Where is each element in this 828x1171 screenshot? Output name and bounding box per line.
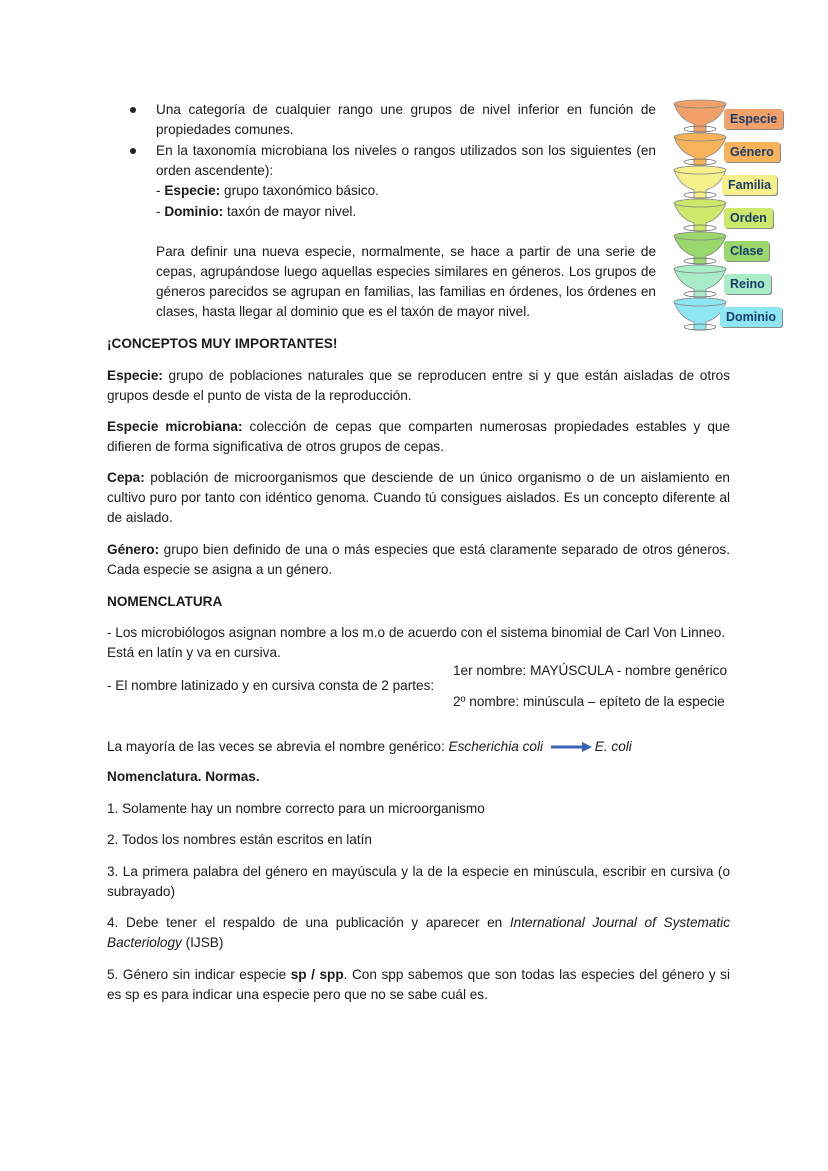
bullet-text: En la taxonomía microbiana los niveles o rangos utilizados son los siguientes (en orden ascendente):: [156, 143, 656, 178]
bullet-text: Una categoría de cualquier rango une grupos de nivel inferior en función de propiedades comunes.: [156, 102, 656, 137]
taxonomy-label-reino: Reino: [724, 274, 771, 294]
conceptos-heading: ¡CONCEPTOS MUY IMPORTANTES!: [107, 336, 338, 351]
norma-2: 2. Todos los nombres están escritos en latín: [107, 832, 372, 847]
funnel-familia: [674, 166, 726, 198]
taxonomy-label-clase: Clase: [724, 241, 769, 261]
norma-3: 3. La primera palabra del género en mayúscula y la de la especie en minúscula, escribir en cursiva (o subrayado): [107, 864, 730, 899]
sub-item-dominio: - Dominio: taxón de mayor nivel.: [156, 204, 357, 219]
funnel-dominio: [674, 298, 726, 330]
nombre-part1: 1er nombre: MAYÚSCULA - nombre genérico: [453, 663, 728, 678]
funnel-especie: [674, 100, 726, 132]
normas-heading: Nomenclatura. Normas.: [107, 769, 260, 784]
sub-item-especie: - Especie: grupo taxonómico básico.: [156, 183, 379, 198]
nomenclatura-line2: - El nombre latinizado y en cursiva consta de 2 partes:: [107, 678, 435, 693]
taxonomy-label-especie: Especie: [724, 109, 783, 129]
intro-paragraph: Para definir una nueva especie, normalmente, se hace a partir de una serie de cepas, agrupándose luego aquellas especies similares en géneros. Los grupos de géneros parecidos se agrupan en familias, las familias en órdenes, los órdenes en clases, hasta llegar al dominio que es el taxón de mayor nivel.: [156, 244, 656, 319]
norma-1: 1. Solamente hay un nombre correcto para un microorganismo: [107, 801, 485, 816]
norma-5: 5. Género sin indicar especie sp / spp. Con spp sabemos que son todas las especies del género y si es sp es para indicar una especie pero que no se sabe cuál es.: [107, 967, 731, 1002]
funnel-orden: [674, 199, 726, 231]
funnel-stack-icon: [670, 96, 730, 336]
nomenclatura-heading: NOMENCLATURA: [107, 594, 223, 609]
taxonomy-label-género: Género: [724, 142, 780, 162]
nombre-part2: 2º nombre: minúscula – epíteto de la especie: [453, 694, 725, 709]
concept-genero: Género: grupo bien definido de una o más especies que está claramente separado de otros géneros. Cada especie se asigna a un género.: [107, 542, 730, 577]
term: Dominio:: [164, 204, 224, 219]
concept-especie: Especie: grupo de poblaciones naturales que se reproducen entre si y que están aisladas de otros grupos desde el punto de vista de la reproducción.: [107, 368, 730, 403]
abbrev-line: La mayoría de las veces se abrevia el nombre genérico: Escherichia coli E. coli: [107, 739, 632, 754]
concept-especie-microbiana: Especie microbiana: colección de cepas que comparten numerosas propiedades estables y que difieren de forma significativa de otros grupos de cepas.: [107, 419, 731, 454]
bullet-dot-icon: [130, 107, 136, 113]
taxonomy-funnel-diagram: [670, 96, 792, 336]
arrow-right-icon: [549, 741, 593, 753]
taxonomy-label-familia: Familia: [722, 175, 777, 195]
taxonomy-label-dominio: Dominio: [720, 307, 782, 327]
bullet-dot-icon: [130, 148, 136, 154]
nomenclatura-line1: - Los microbiólogos asignan nombre a los m.o de acuerdo con el sistema binomial de Carl Von Linneo. Está en latín y va en cursiva.: [107, 625, 726, 660]
taxonomy-label-orden: Orden: [724, 208, 773, 228]
term: Especie:: [164, 183, 221, 198]
funnel-género: [674, 133, 726, 165]
norma-4: 4. Debe tener el respaldo de una publicación y aparecer en International Journal of Systematic Bacteriology (IJSB): [107, 915, 731, 950]
funnel-clase: [674, 232, 726, 264]
funnel-reino: [674, 265, 726, 297]
concept-cepa: Cepa: población de microorganismos que desciende de un único organismo o de un aislamiento en cultivo puro por tanto con idéntico genoma. Cuando tú consigues aislados. Es un concepto diferente al de aislado.: [107, 470, 730, 525]
